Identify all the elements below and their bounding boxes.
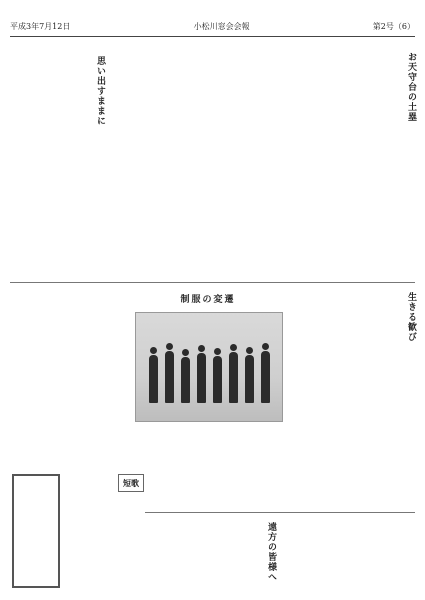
issue-date: 平成3年7月12日 [10, 21, 71, 31]
article-title-living: 生きる歓び [406, 292, 416, 342]
article-title-thoughts: 思い出すままに [95, 56, 105, 126]
article-title-far: 遠方の皆様へ [266, 522, 276, 582]
article-body-thoughts-lower [20, 292, 115, 452]
article-title-memory: お天守台の土塁 [406, 52, 416, 122]
article-body-memory-cont2 [120, 52, 178, 277]
header-rule [10, 36, 415, 37]
newsletter-title: 小松川窓会会報 [193, 21, 250, 31]
article-body-memory [282, 52, 390, 277]
article-body-memory-cont [182, 52, 278, 277]
page-header [10, 18, 415, 34]
article-body-thoughts [42, 52, 80, 277]
photo-title: 制服の変遷 [180, 295, 236, 305]
poem-text [18, 480, 54, 582]
article-body-far [290, 516, 412, 594]
tanka-text [72, 474, 98, 584]
tanka-label: 短歌 [118, 474, 144, 492]
issue-number: 第2号（6） [372, 21, 415, 31]
mid-rule [10, 282, 415, 283]
poem-box [12, 474, 60, 588]
article-body-living [288, 292, 390, 502]
uniform-photo [135, 312, 283, 422]
article-body-thoughts-cont [10, 52, 40, 277]
article-body-far-cont [150, 522, 250, 594]
lower-rule [145, 512, 415, 513]
